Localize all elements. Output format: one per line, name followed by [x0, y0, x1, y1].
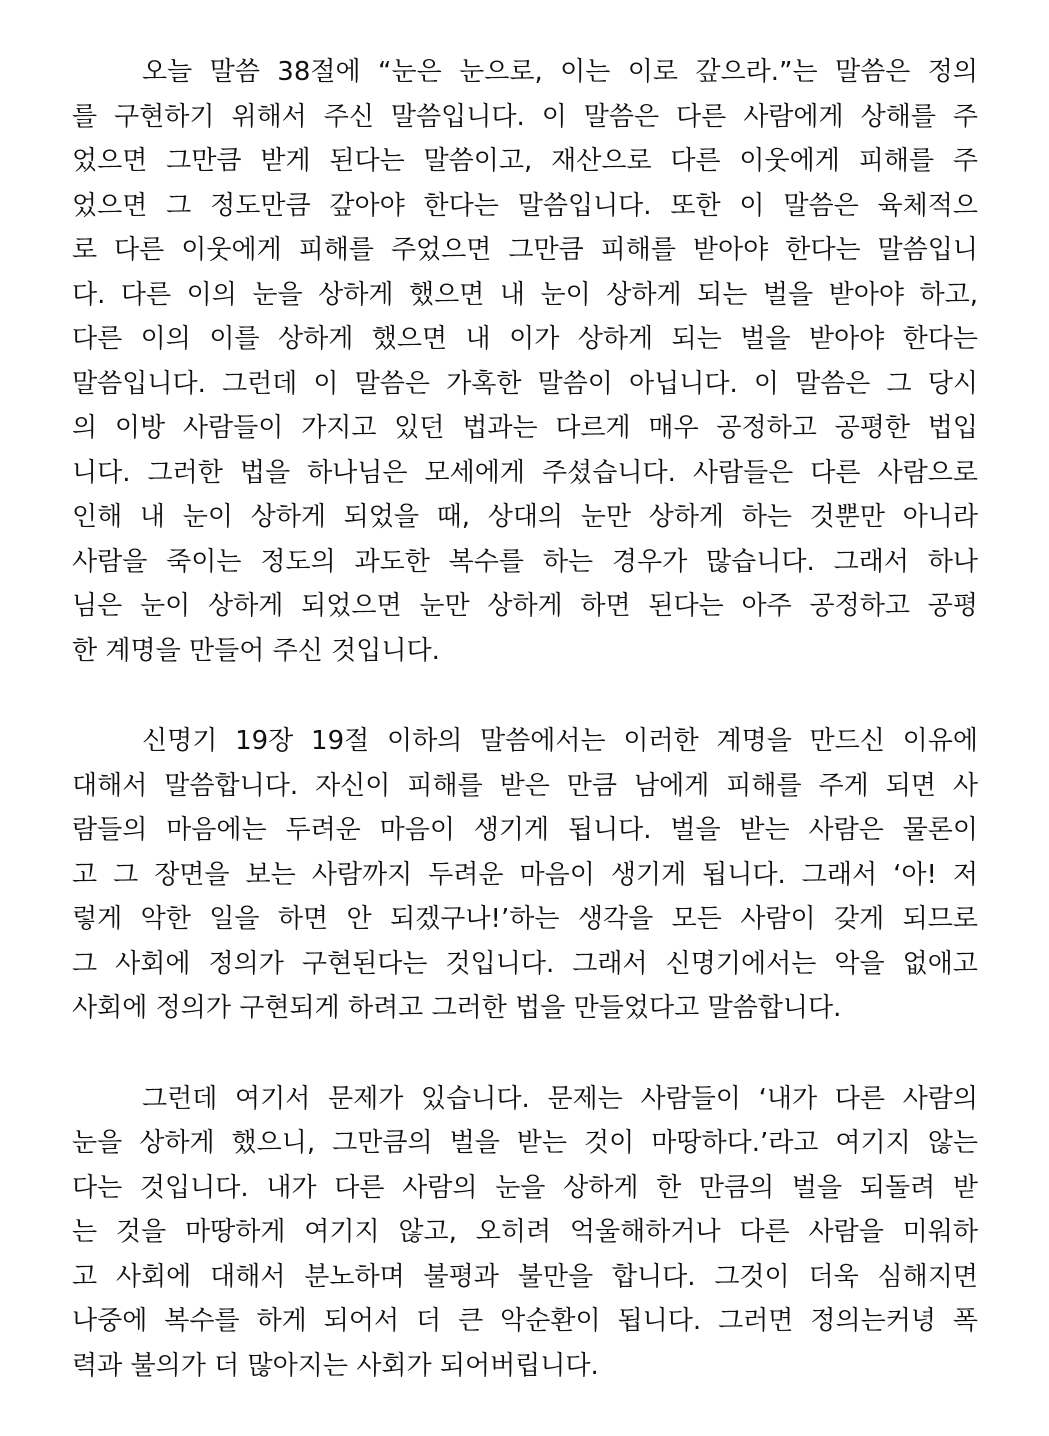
text-line: 었으면 그만큼 받게 된다는 말씀이고, 재산으로 다른 이웃에게 피해를 주 [72, 146, 978, 176]
text-line: 대해서 말씀합니다. 자신이 피해를 받은 만큼 남에게 피해를 주게 되면 사 [72, 770, 978, 801]
text-line: 를 구현하기 위해서 주신 말씀입니다. 이 말씀은 다른 사람에게 상해를 주 [72, 101, 978, 132]
text-line: 님은 눈이 상하게 되었으면 눈만 상하게 하면 된다는 아주 공정하고 공평 [72, 591, 978, 621]
text-line: 람들의 마음에는 두려운 마음이 생기게 됩니다. 벌을 받는 사람은 물론이 [72, 815, 978, 845]
text-line: 고 사회에 대해서 분노하며 불평과 불만을 합니다. 그것이 더욱 심해지면 [72, 1261, 978, 1292]
text-line: 사람을 죽이는 정도의 과도한 복수를 하는 경우가 많습니다. 그래서 하나 [72, 546, 978, 577]
text-line: 렇게 악한 일을 하면 안 되겠구나!’하는 생각을 모든 사람이 갖게 되므로 [72, 904, 978, 934]
text-line: 그런데 여기서 문제가 있습니다. 문제는 사람들이 ‘내가 다른 사람의 [142, 1083, 978, 1114]
paragraph-1 [72, 50, 978, 673]
text-line: 다른 이의 이를 상하게 했으면 내 이가 상하게 되는 벌을 받아야 한다는 [72, 324, 978, 354]
text-line: 력과 불의가 더 많아지는 사회가 되어버립니다. [72, 1350, 599, 1381]
text-line: 의 이방 사람들이 가지고 있던 법과는 다르게 매우 공정하고 공평한 법입 [72, 413, 978, 443]
text-line: 한 계명을 만들어 주신 것입니다. [72, 635, 440, 666]
text-line: 눈을 상하게 했으니, 그만큼의 벌을 받는 것이 마땅하다.’라고 여기지 않는 [72, 1128, 978, 1158]
document-page [72, 50, 978, 1434]
text-line: 인해 내 눈이 상하게 되었을 때, 상대의 눈만 상하게 하는 것뿐만 아니라 [72, 502, 978, 532]
text-line: 고 그 장면을 보는 사람까지 두려운 마음이 생기게 됩니다. 그래서 ‘아! 저 [72, 859, 978, 890]
paragraph-2 [72, 719, 978, 1031]
text-line: 신명기 19장 19절 이하의 말씀에서는 이러한 계명을 만드신 이유에 [142, 726, 978, 756]
text-line: 었으면 그 정도만큼 갚아야 한다는 말씀입니다. 또한 이 말씀은 육체적으 [72, 190, 978, 221]
text-line: 그 사회에 정의가 구현된다는 것입니다. 그래서 신명기에서는 악을 없애고 [72, 948, 978, 979]
text-line: 니다. 그러한 법을 하나님은 모세에게 주셨습니다. 사람들은 다른 사람으로 [72, 457, 978, 488]
text-line: 오늘 말씀 38절에 “눈은 눈으로, 이는 이로 갚으라.”는 말씀은 정의 [142, 57, 978, 87]
paragraph-3 [72, 1077, 978, 1389]
text-line: 나중에 복수를 하게 되어서 더 큰 악순환이 됩니다. 그러면 정의는커녕 폭 [72, 1306, 978, 1336]
text-line: 다는 것입니다. 내가 다른 사람의 눈을 상하게 한 만큼의 벌을 되돌려 받 [72, 1172, 978, 1203]
text-line: 사회에 정의가 구현되게 하려고 그러한 법을 만들었다고 말씀합니다. [72, 993, 842, 1023]
text-line: 는 것을 마땅하게 여기지 않고, 오히려 억울해하거나 다른 사람을 미워하 [72, 1217, 978, 1247]
text-line: 로 다른 이웃에게 피해를 주었으면 그만큼 피해를 받아야 한다는 말씀입니 [72, 235, 978, 265]
text-line: 다. 다른 이의 눈을 상하게 했으면 내 눈이 상하게 되는 벌을 받아야 하고, [72, 279, 978, 310]
text-line: 말씀입니다. 그런데 이 말씀은 가혹한 말씀이 아닙니다. 이 말씀은 그 당시 [72, 368, 978, 399]
